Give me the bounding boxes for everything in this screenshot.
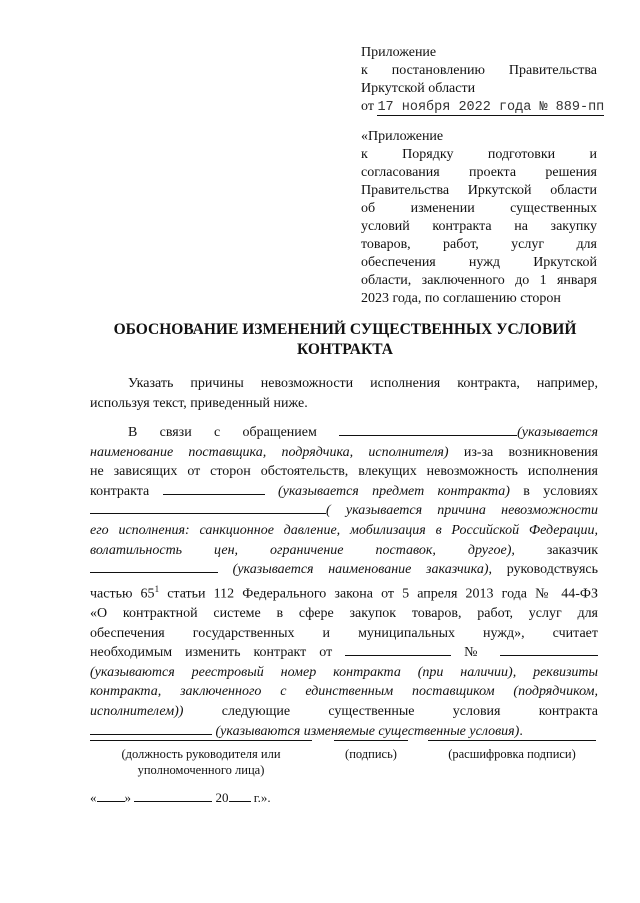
title-line-1: ОБОСНОВАНИЕ ИЗМЕНЕНИЙ СУЩЕСТВЕННЫХ УСЛОВИЙ <box>113 321 577 338</box>
intro-line-1: Указать причины невозможности исполнения контракта, например, <box>128 376 598 391</box>
body-hint: его исполнения: санкционное давление, мобилизация в Российской Федерации, <box>90 522 598 538</box>
body-line-3: не зависящих от сторон обстоятельств, влекущих невозможность исполнения <box>90 464 598 480</box>
body-line-6 <box>90 521 598 541</box>
body-hint: наименование поставщика, подрядчика, исполнителя) <box>90 444 449 460</box>
body-line-1 <box>90 423 598 443</box>
body-text: следующие существенные условия контракта <box>183 703 598 719</box>
appendix-line: 2023 года, по соглашению сторон <box>361 291 561 306</box>
title-line-2: КОНТРАКТА <box>297 341 393 358</box>
body-line-5 <box>90 501 598 521</box>
body-text: заказчик <box>514 542 598 558</box>
day-blank <box>97 789 125 802</box>
appendix-line: к Порядку подготовки и <box>361 147 597 162</box>
customer-name-blank <box>90 560 218 573</box>
body-line-14 <box>90 682 598 702</box>
position-caption-line-2: уполномоченного лица) <box>137 763 265 777</box>
date-year-prefix: 20 <box>215 790 229 805</box>
body-line-10: «О контрактной системе в сфере закупок товаров, работ, услуг для <box>90 606 598 621</box>
body-text: контракта <box>90 483 150 499</box>
sign-signature-line <box>334 740 408 741</box>
body-line-13 <box>90 663 598 683</box>
body-hint: (указываются реестровый номер контракта (при наличии), реквизиты <box>90 664 598 680</box>
position-signature-line <box>90 740 312 741</box>
body-hint: волатильность цен, ограничение поставок, другое), <box>90 542 515 558</box>
appendix-line: обеспечения нужд Иркутской <box>361 255 597 270</box>
superscript: 1 <box>154 583 160 594</box>
contract-subject-blank <box>163 482 265 495</box>
body-hint: контракта, заключенного с единственным поставщиком (подрядчиком, <box>90 684 598 700</box>
body-hint: исполнителем)) <box>90 703 184 719</box>
contract-date-blank <box>345 643 451 656</box>
conditions-blank <box>90 722 212 735</box>
body-line-11: обеспечения государственных и муниципальных нужд», считает <box>90 625 598 641</box>
body-text: необходимым изменить контракт от <box>90 645 333 661</box>
document-title <box>90 320 600 360</box>
body-line-4 <box>90 482 598 502</box>
decode-signature-line <box>428 740 596 741</box>
body-text: № <box>464 645 488 661</box>
body-hint: (указываются изменяемые существенные условия) <box>215 723 520 739</box>
body-line-8 <box>90 560 598 580</box>
header-date-prefix: от <box>361 99 374 114</box>
header-line-3: Иркутской области <box>361 81 476 96</box>
body-line-9 <box>90 580 598 604</box>
body-line-2 <box>90 443 598 463</box>
body-hint: (указывается наименование заказчика) <box>232 562 489 578</box>
body-hint: ( указывается причина невозможности <box>326 503 598 519</box>
body-hint: (указывается предмет контракта) <box>277 483 510 499</box>
body-hint: (указывается <box>517 425 599 440</box>
body-line-16 <box>90 722 598 742</box>
appendix-line: области, заключенного до 1 января <box>361 273 597 288</box>
header-line-1: Приложение <box>361 45 437 60</box>
date-quote-open: « <box>90 790 97 805</box>
body-text: статьи 112 Федерального закона от 5 апреля 2013 года № 44-ФЗ <box>159 586 598 602</box>
body-text: в условиях <box>509 483 598 499</box>
body-text: частью 65 <box>90 586 155 602</box>
appendix-line: Правительства Иркутской области <box>361 183 597 198</box>
appendix-line: «Приложение <box>361 129 444 144</box>
intro-line-2: используя текст, приведенный ниже. <box>90 395 308 411</box>
body-text: из-за возникновения <box>448 444 598 460</box>
year-blank <box>229 789 251 802</box>
date-suffix: г.». <box>253 790 271 805</box>
appendix-line: об изменении существенных <box>361 201 597 216</box>
body-line-15 <box>90 702 598 722</box>
date-line <box>90 789 271 806</box>
approval-reference <box>361 44 605 117</box>
position-caption <box>90 746 312 778</box>
body-text: , руководствуясь <box>488 562 598 578</box>
appendix-line: товаров, работ, услуг для <box>361 237 597 252</box>
header-line-4 <box>361 98 605 117</box>
justification-paragraph <box>90 423 598 741</box>
date-quote-close: » <box>124 790 131 805</box>
contract-number-blank <box>500 643 598 656</box>
month-blank <box>134 789 212 802</box>
position-caption-line-1: (должность руководителя или <box>121 747 281 761</box>
body-line-7 <box>90 541 598 561</box>
appendix-line: условий контракта на закупку <box>361 219 597 234</box>
sign-caption: (подпись) <box>345 747 397 761</box>
reason-blank <box>90 501 326 514</box>
decode-caption: (расшифровка подписи) <box>448 747 576 761</box>
header-line-2: к постановлению Правительства <box>361 63 597 78</box>
body-text: В связи с обращением <box>128 425 317 440</box>
decree-stamp: 17 ноября 2022 года № 889-пп <box>377 100 605 115</box>
body-text: . <box>519 723 523 739</box>
appendix-reference <box>361 128 597 308</box>
body-line-12 <box>90 643 598 663</box>
intro-paragraph <box>90 374 598 413</box>
supplier-name-blank <box>339 423 517 436</box>
appendix-line: согласования проекта решения <box>361 165 597 180</box>
